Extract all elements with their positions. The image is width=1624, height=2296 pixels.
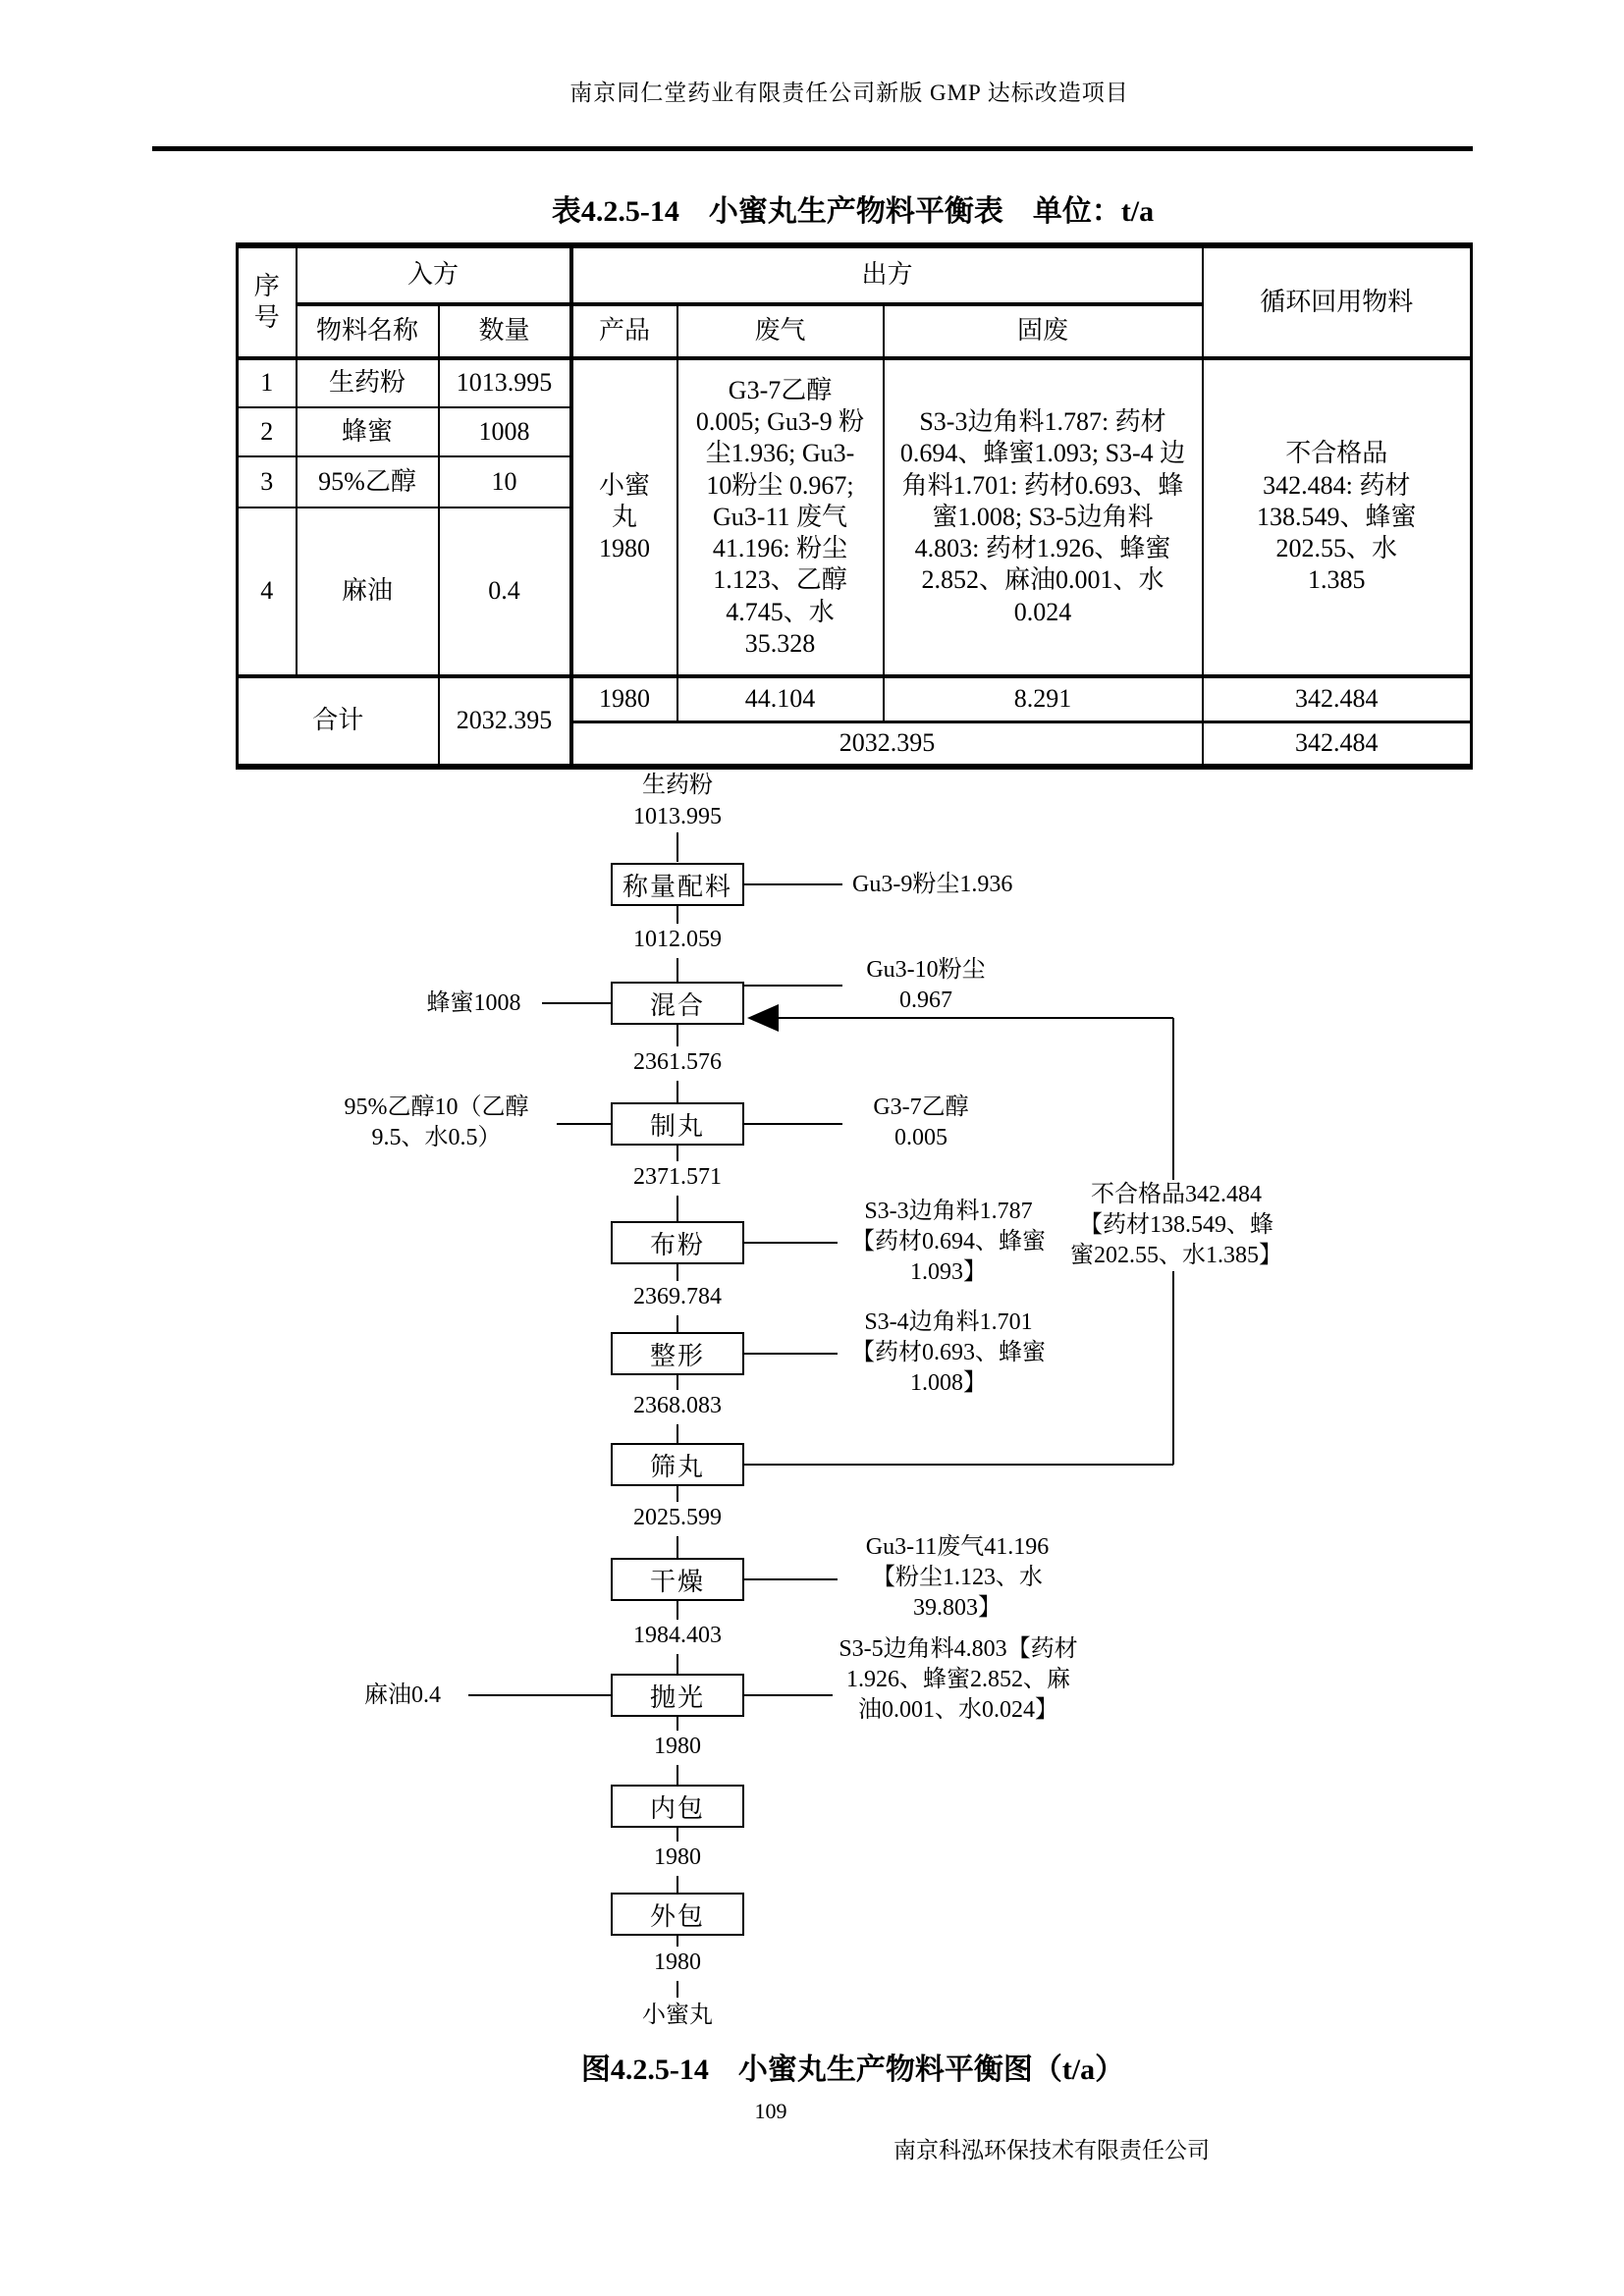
- cell-seq-3: 3: [238, 456, 297, 507]
- header-qty: 数量: [439, 304, 571, 358]
- flow-diagram-lines: [0, 766, 1624, 2071]
- cell-output-total: 2032.395: [571, 721, 1203, 767]
- header-solid-waste: 固废: [884, 304, 1203, 358]
- flow-value-7: 1984.403: [633, 1623, 722, 1648]
- cell-total-input: 2032.395: [439, 676, 571, 767]
- output-shaping-label: S3-4边角料1.701【药材0.693、蜂蜜1.008】: [851, 1309, 1046, 1396]
- table-title: 表4.2.5-14 小蜜丸生产物料平衡表 单位：t/a: [551, 195, 1155, 228]
- flow-value-4: 2369.784: [633, 1284, 722, 1309]
- input-sesame-oil-label: 麻油0.4: [364, 1682, 441, 1708]
- process-box-weighing: 称量配料: [611, 863, 744, 906]
- cell-total-label: 合计: [238, 676, 439, 767]
- cell-waste-gas: G3-7乙醇 0.005; Gu3-9 粉尘1.936; Gu3-10粉尘 0.967; Gu3-11 废气41.196: 粉尘1.123、乙醇 4.745、水 35.328: [677, 358, 884, 676]
- figure-caption: 图4.2.5-14 小蜜丸生产物料平衡图（t/a）: [580, 2054, 1125, 2086]
- document-footer: 南京科泓环保技术有限责任公司: [893, 2138, 1210, 2163]
- cell-total-product: 1980: [571, 676, 677, 721]
- table-row: [238, 358, 1472, 407]
- input-honey-label: 蜂蜜1008: [426, 990, 521, 1016]
- page-number: 109: [754, 2099, 787, 2123]
- process-box-shaping: 整形: [611, 1332, 744, 1375]
- document-header: 南京同仁堂药业有限责任公司新版 GMP 达标改造项目: [569, 80, 1129, 105]
- input-ethanol-label: 95%乙醇10（乙醇9.5、水0.5）: [344, 1095, 529, 1150]
- flow-value-9: 1980: [654, 1844, 701, 1870]
- cell-qty-3: 10: [439, 456, 571, 507]
- cell-qty-4: 0.4: [439, 507, 571, 676]
- process-box-outer-packing: 外包: [611, 1893, 744, 1936]
- cell-total-waste-gas: 44.104: [677, 676, 884, 721]
- process-box-pilling: 制丸: [611, 1102, 744, 1146]
- flow-source-label: 生药粉: [642, 773, 713, 798]
- cell-material-3: 95%乙醇: [297, 456, 439, 507]
- cell-material-1: 生药粉: [297, 358, 439, 407]
- cell-seq-2: 2: [238, 407, 297, 456]
- process-box-powdering: 布粉: [611, 1221, 744, 1264]
- process-box-drying: 干燥: [611, 1558, 744, 1601]
- flow-source-qty: 1013.995: [633, 804, 722, 829]
- cell-solid-waste: S3-3边角料1.787: 药材 0.694、蜂蜜1.093; S3-4 边角料1.701: 药材0.693、蜂蜜1.008; S3-5边角料 4.803: 药材1.926、蜂蜜 2.852、麻油0.001、水 0.024: [884, 358, 1203, 676]
- material-balance-table: [236, 242, 1473, 770]
- process-box-inner-packing: 内包: [611, 1785, 744, 1828]
- cell-total-recycle: 342.484: [1203, 676, 1472, 721]
- header-recycle: 循环回用物料: [1203, 245, 1472, 358]
- recycle-loop-label: 不合格品342.484【药材138.549、蜂蜜202.55、水1.385】: [1068, 1180, 1284, 1271]
- cell-total-solid-waste: 8.291: [884, 676, 1203, 721]
- header-product: 产品: [571, 304, 677, 358]
- cell-seq-4: 4: [238, 507, 297, 676]
- header-rule: [152, 146, 1473, 151]
- flow-value-6: 2025.599: [633, 1505, 722, 1530]
- output-powdering-label: S3-3边角料1.787【药材0.694、蜂蜜1.093】: [851, 1199, 1046, 1285]
- flow-value-2: 2361.576: [633, 1049, 722, 1075]
- process-box-mixing: 混合: [611, 982, 744, 1025]
- flow-value-10: 1980: [654, 1949, 701, 1975]
- cell-material-2: 蜂蜜: [297, 407, 439, 456]
- flow-product-label: 小蜜丸: [642, 2002, 713, 2028]
- flow-value-5: 2368.083: [633, 1393, 722, 1418]
- output-polishing-label: S3-5边角料4.803【药材1.926、蜂蜜2.852、麻油0.001、水0.024】: [839, 1636, 1078, 1723]
- header-waste-gas: 废气: [677, 304, 884, 358]
- output-drying-label: Gu3-11废气41.196【粉尘1.123、水39.803】: [865, 1534, 1050, 1621]
- cell-recycle: 不合格品 342.484: 药材 138.549、蜂蜜 202.55、水 1.385: [1203, 358, 1472, 676]
- cell-seq-1: 1: [238, 358, 297, 407]
- flow-value-8: 1980: [654, 1734, 701, 1759]
- cell-product: 小蜜丸 1980: [571, 358, 677, 676]
- output-pilling-label: G3-7乙醇0.005: [873, 1095, 969, 1150]
- output-mixing-label: Gu3-10粉尘0.967: [866, 957, 986, 1013]
- header-material: 物料名称: [297, 304, 439, 358]
- process-box-sieving: 筛丸: [611, 1443, 744, 1486]
- flow-value-1: 1012.059: [633, 927, 722, 952]
- output-weighing-label: Gu3-9粉尘1.936: [852, 872, 1013, 897]
- cell-qty-2: 1008: [439, 407, 571, 456]
- header-input-group: 入方: [297, 245, 571, 304]
- header-output-group: 出方: [571, 245, 1203, 304]
- process-box-polishing: 抛光: [611, 1674, 744, 1717]
- header-seq: 序号: [238, 245, 297, 358]
- flow-value-3: 2371.571: [633, 1164, 722, 1190]
- cell-qty-1: 1013.995: [439, 358, 571, 407]
- cell-recycle-total: 342.484: [1203, 721, 1472, 767]
- cell-material-4: 麻油: [297, 507, 439, 676]
